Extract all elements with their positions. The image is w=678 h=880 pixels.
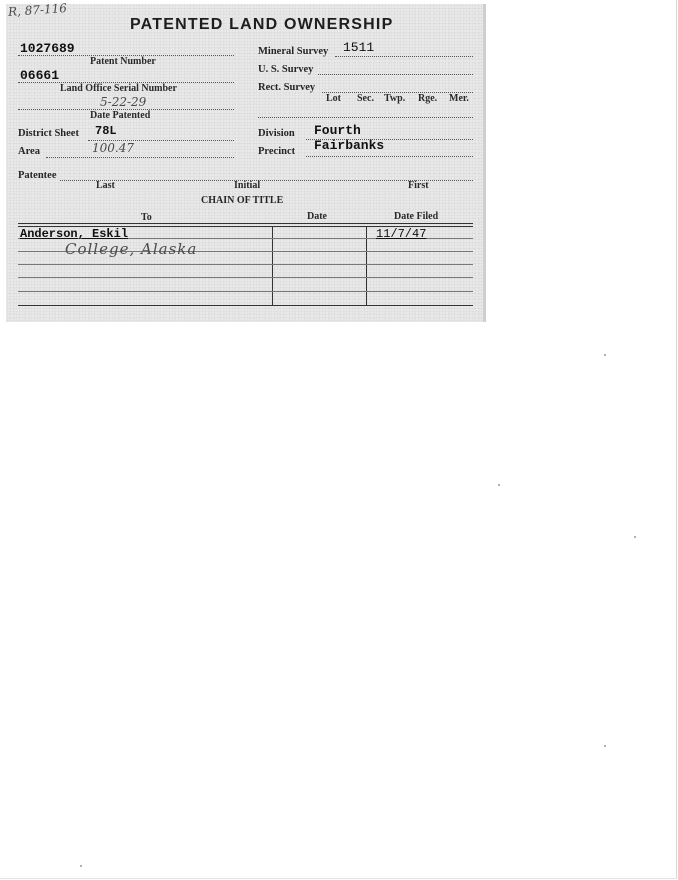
card-title: PATENTED LAND OWNERSHIP: [130, 16, 394, 33]
mineral-survey-line: [335, 56, 473, 57]
patent-number-value: 1027689: [20, 41, 75, 56]
rect-survey-label: Rect. Survey: [258, 82, 316, 93]
chain-header-to: To: [141, 212, 152, 223]
rect-survey-values-line: [258, 117, 473, 118]
chain-row-line-5: [18, 291, 473, 292]
chain-title: CHAIN OF TITLE: [201, 195, 284, 206]
chain-header-date: Date: [307, 211, 327, 222]
precinct-value: Fairbanks: [314, 138, 385, 153]
chain-row-line-3: [18, 264, 473, 265]
patentee-first-label: First: [408, 180, 429, 191]
rect-col-rge: Rge.: [418, 93, 438, 104]
scan-speck: [634, 536, 636, 538]
mineral-survey-value: 1511: [343, 40, 375, 55]
chain-row-date-filed: 11/7/47: [376, 227, 427, 241]
date-patented-label: Date Patented: [90, 110, 151, 121]
patentee-label: Patentee: [18, 170, 57, 181]
division-value: Fourth: [314, 123, 361, 138]
scan-speck: [604, 745, 606, 747]
chain-row-to: Anderson, Eskil: [20, 227, 129, 241]
rect-col-mer: Mer.: [449, 93, 469, 104]
serial-number-value: 06661: [20, 68, 60, 83]
land-record-card: [6, 4, 486, 322]
precinct-label: Precinct: [258, 146, 296, 157]
patentee-last-label: Last: [96, 180, 115, 191]
scan-speck: [80, 865, 82, 867]
us-survey-label: U. S. Survey: [258, 64, 314, 75]
corner-note: R, 87-116: [7, 0, 68, 20]
us-survey-line: [318, 74, 473, 75]
rect-col-twp: Twp.: [384, 93, 406, 104]
district-sheet-label: District Sheet: [18, 128, 79, 139]
date-patented-value: 5-22-29: [100, 95, 147, 109]
district-sheet-value: 78L: [95, 124, 117, 138]
chain-row-line-4: [18, 277, 473, 278]
chain-bottom-rule: [18, 305, 473, 306]
serial-number-label: Land Office Serial Number: [60, 83, 177, 94]
chain-header-rule: [18, 223, 473, 224]
area-value: 100.47: [92, 141, 134, 155]
rect-col-lot: Lot: [326, 93, 341, 104]
chain-header-date-filed: Date Filed: [394, 211, 439, 222]
area-line: [46, 157, 234, 158]
precinct-line: [306, 156, 473, 157]
patent-number-label: Patent Number: [90, 56, 156, 67]
division-label: Division: [258, 128, 295, 139]
scan-speck: [604, 354, 606, 356]
mineral-survey-label: Mineral Survey: [258, 46, 329, 57]
chain-row-note: College, Alaska: [65, 240, 198, 258]
rect-col-sec: Sec.: [357, 93, 374, 104]
scan-speck: [498, 484, 500, 486]
card-edge: [483, 4, 486, 322]
patentee-initial-label: Initial: [234, 180, 261, 191]
area-label: Area: [18, 146, 40, 157]
